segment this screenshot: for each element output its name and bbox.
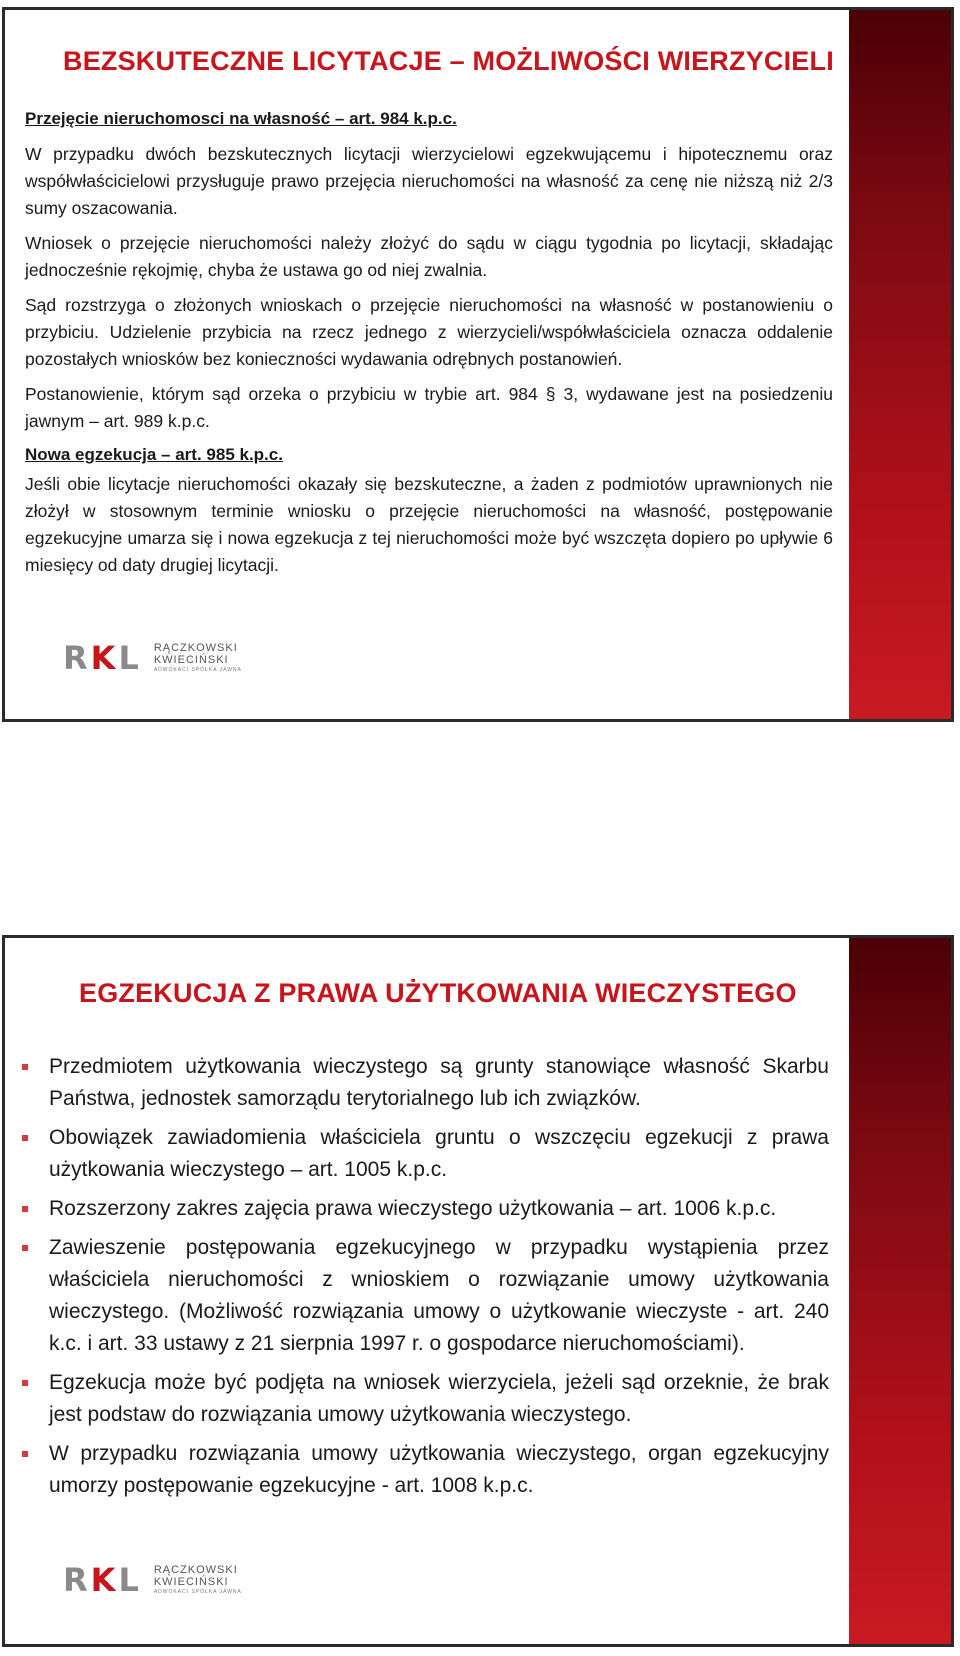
slide-1-red-band (849, 10, 951, 719)
slide-1-title: BEZSKUTECZNE LICYTACJE – MOŻLIWOŚCI WIERZYCIELI (63, 46, 834, 76)
subheading-przejecie: Przejęcie nieruchomosci na własność – art. 984 k.p.c. (25, 109, 457, 128)
rkl-logo-words: RĄCZKOWSKI KWIECIŃSKI ADWOKACI SPÓŁKA JAWNA (153, 1564, 242, 1595)
slide-2-title: EGZEKUCJA Z PRAWA UŻYTKOWANIA WIECZYSTEGO (79, 978, 797, 1008)
rkl-logo-mark: RKL (63, 1561, 142, 1599)
paragraph-1: W przypadku dwóch bezskutecznych licytacji wierzycielowi egzekwującemu i hipotecznemu oraz współwłaścicielowi przysługuje prawo przejęcia nieruchomości na własność za cenę nie niższą niż 2/3 sumy oszacowania. (25, 144, 833, 218)
bullet-square-icon (22, 1135, 28, 1141)
paragraph-3: Sąd rozstrzyga o złożonych wnioskach o przejęcie nieruchomości na własność w postanowieniu o przybiciu. Udzielenie przybicia na rzecz jednego z wierzycieli/współwłaściciela oznacza oddalenie pozostałych wniosków bez konieczności wydawania odrębnych postanowień. (25, 295, 833, 369)
rkl-logo (63, 1560, 242, 1600)
subheading-nowa-egzekucja: Nowa egzekucja – art. 985 k.p.c. (25, 445, 283, 464)
bullet-square-icon (22, 1245, 28, 1251)
slide-1 (2, 7, 954, 722)
list-item: Zawieszenie postępowania egzekucyjnego w przypadku wystąpienia przez właściciela nieruchomości z wnioskiem o rozwiązanie umowy użytkowania wieczystego. (Możliwość rozwiązania umowy o użytkowanie wieczyste - art. 240 k.c. i art. 33 ustawy z 21 sierpnia 1997 r. o gospodarce nieruchomościami). (19, 1232, 829, 1360)
paragraph-4: Postanowienie, którym sąd orzeka o przybiciu w trybie art. 984 § 3, wydawane jest na posiedzeniu jawnym – art. 989 k.p.c. (25, 384, 833, 431)
list-item: Rozszerzony zakres zajęcia prawa wieczystego użytkowania – art. 1006 k.p.c. (19, 1193, 829, 1225)
rkl-logo-mark: RKL (63, 639, 142, 677)
slide-1-content (25, 107, 833, 587)
bullet-square-icon (22, 1380, 28, 1386)
paragraph-5: Jeśli obie licytacje nieruchomości okazały się bezskuteczne, a żaden z podmiotów uprawnionych nie złożył w stosownym terminie wniosku o przejęcie nieruchomości na własność, postępowanie egzekucyjne umarza się i nowa egzekucja z tej nieruchomości może być wszczęta dopiero po upływie 6 miesięcy od daty drugiej licytacji. (25, 474, 833, 575)
bullet-square-icon (22, 1206, 28, 1212)
slide-2-red-band (849, 938, 951, 1644)
bullet-square-icon (22, 1064, 28, 1070)
list-item: Przedmiotem użytkowania wieczystego są grunty stanowiące własność Skarbu Państwa, jednostek samorządu terytorialnego lub ich związków. (19, 1051, 829, 1115)
rkl-logo-words: RĄCZKOWSKI KWIECIŃSKI ADWOKACI SPÓŁKA JAWNA (153, 642, 242, 673)
slide-2-bullet-list (19, 1051, 829, 1509)
rkl-logo (63, 638, 242, 678)
slide-2 (2, 935, 954, 1647)
paragraph-2: Wniosek o przejęcie nieruchomości należy złożyć do sądu w ciągu tygodnia po licytacji, składając jednocześnie rękojmię, chyba że ustawa go od niej zwalnia. (25, 233, 833, 280)
list-item: Egzekucja może być podjęta na wniosek wierzyciela, jeżeli sąd orzeknie, że brak jest podstaw do rozwiązania umowy użytkowania wieczystego. (19, 1367, 829, 1431)
list-item: W przypadku rozwiązania umowy użytkowania wieczystego, organ egzekucyjny umorzy postępowanie egzekucyjne - art. 1008 k.p.c. (19, 1438, 829, 1502)
bullet-square-icon (22, 1451, 28, 1457)
list-item: Obowiązek zawiadomienia właściciela gruntu o wszczęciu egzekucji z prawa użytkowania wieczystego – art. 1005 k.p.c. (19, 1122, 829, 1186)
